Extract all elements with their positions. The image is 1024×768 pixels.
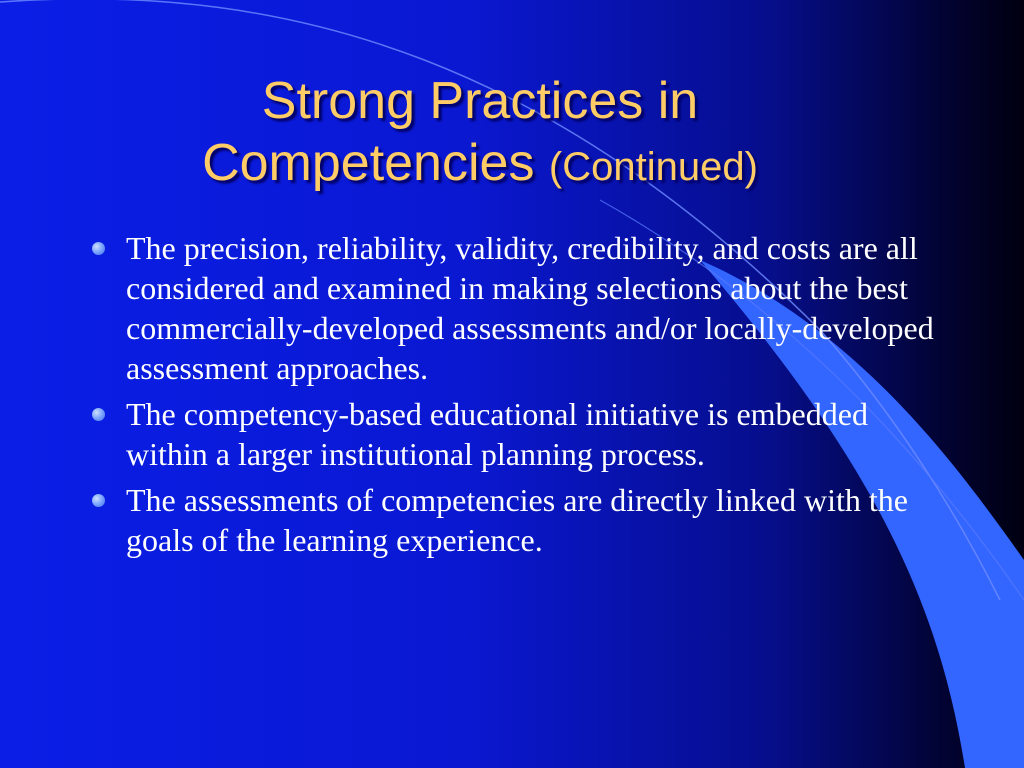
bullet-item-2 — [88, 394, 938, 474]
bullet-text: The precision, reliability, validity, credibility, and costs are all considered and examined in making selections about the best commercially-developed assessments and/or locally-developed assessment approaches. — [126, 230, 934, 386]
bullet-dot-icon — [92, 242, 105, 255]
title-line-1: Strong Practices in — [261, 72, 699, 130]
bullet-list — [88, 228, 938, 566]
bullet-text: The assessments of competencies are directly linked with the goals of the learning experience. — [126, 482, 908, 558]
bullet-dot-icon — [92, 494, 105, 507]
bullet-text: The competency-based educational initiative is embedded within a larger institutional planning process. — [126, 396, 868, 472]
slide-title — [60, 70, 900, 195]
bullet-item-3 — [88, 480, 938, 560]
title-line-2 — [60, 132, 900, 194]
bullet-dot-icon — [92, 408, 105, 421]
bullet-item-1 — [88, 228, 938, 388]
title-suffix: (Continued) — [548, 145, 758, 190]
title-main: Competencies — [202, 134, 535, 193]
